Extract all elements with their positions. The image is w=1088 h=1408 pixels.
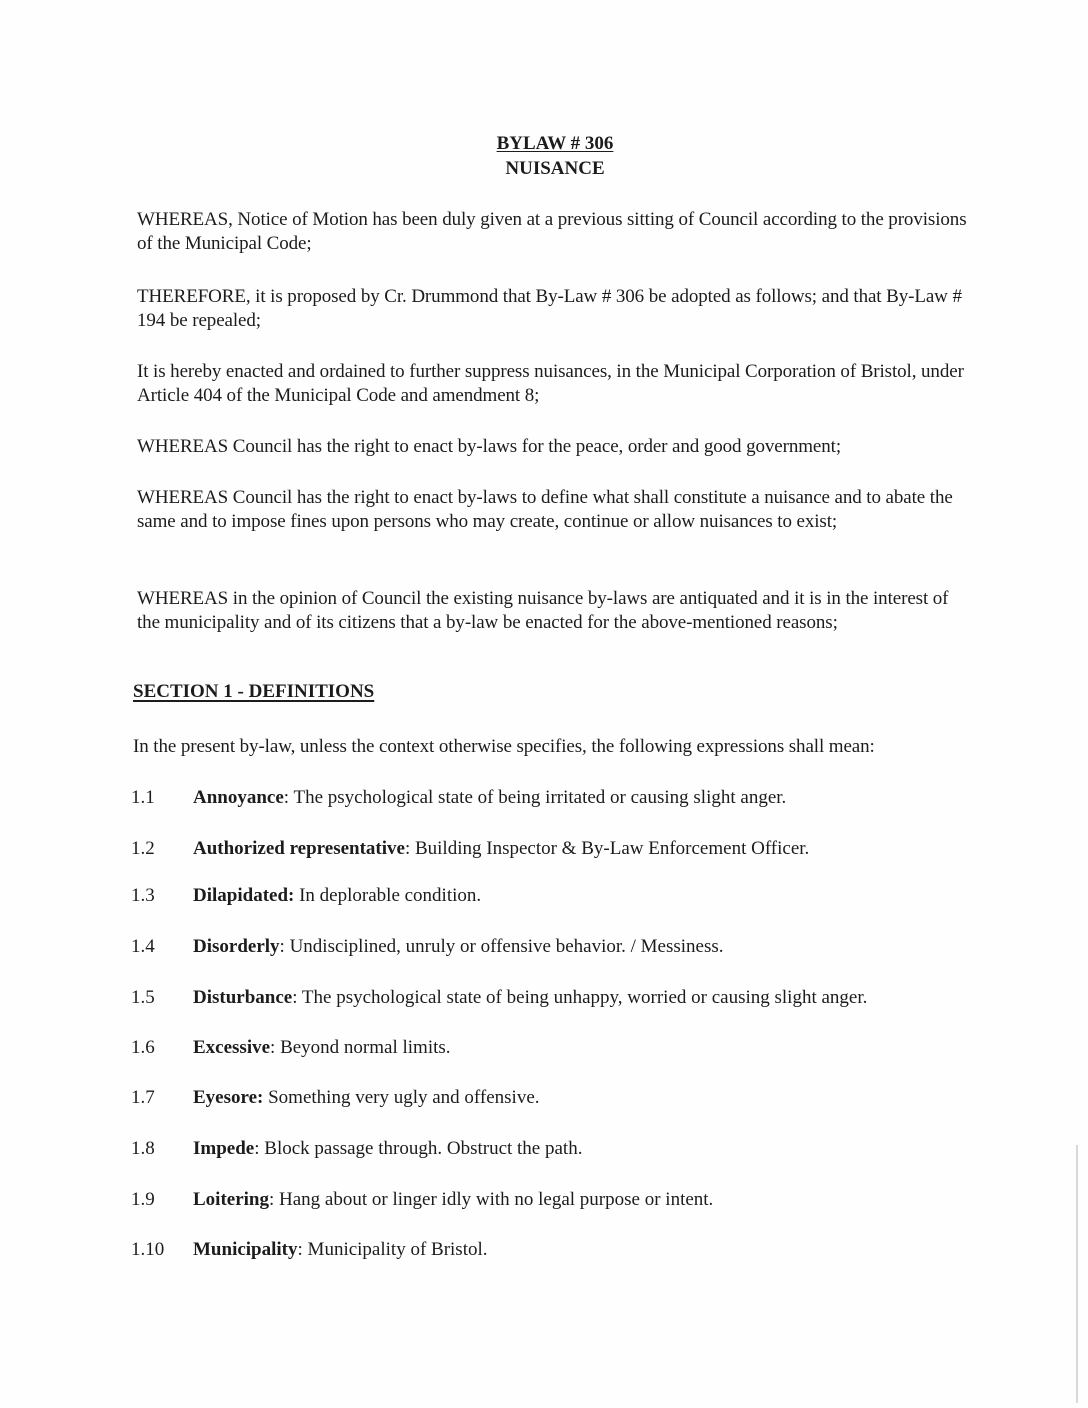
definition-text: Block passage through. Obstruct the path. [259, 1138, 583, 1159]
definition-separator: : [269, 1189, 275, 1210]
definition-text: Something very ugly and offensive. [263, 1087, 540, 1108]
definition-item [131, 1188, 971, 1212]
definition-term: Excessive [193, 1037, 271, 1058]
definition-number: 1.9 [131, 1189, 155, 1210]
definition-item [131, 1036, 971, 1060]
section-1-intro: In the present by-law, unless the context otherwise specifies, the following expressions shall mean: [133, 736, 875, 757]
definition-term: Loitering [193, 1189, 269, 1210]
definition-separator: : [254, 1138, 260, 1159]
preamble-paragraph-2: THEREFORE, it is proposed by Cr. Drummond that By-Law # 306 be adopted as follows; and that By-Law # 194 be repealed; [137, 286, 962, 331]
bylaw-title: BYLAW # 306 [496, 133, 614, 154]
section-1-heading: SECTION 1 - DEFINITIONS [133, 681, 375, 702]
definition-separator: : [270, 1037, 276, 1058]
definition-term: Authorized representative [193, 838, 405, 859]
definition-item [131, 884, 971, 908]
definition-term: Disorderly [193, 936, 280, 957]
definition-text: In deplorable condition. [294, 885, 482, 906]
definition-term: Impede [193, 1138, 255, 1159]
definition-text: Undisciplined, unruly or offensive behavior. / Messiness. [284, 936, 724, 957]
title-block [0, 131, 1088, 181]
definition-separator: : [404, 838, 411, 859]
definition-text: Hang about or linger idly with no legal purpose or intent. [274, 1189, 714, 1210]
definition-item [131, 786, 971, 810]
definition-separator: : [297, 1239, 303, 1260]
definition-term: Municipality [193, 1239, 298, 1260]
definition-number: 1.6 [131, 1037, 155, 1058]
definition-term: Dilapidated: [193, 885, 295, 906]
definition-number: 1.5 [131, 987, 155, 1008]
scan-edge-artifact [1076, 1145, 1078, 1403]
preamble-paragraph-1: WHEREAS, Notice of Motion has been duly given at a previous sitting of Council according to the provisions of the Municipal Code; [137, 209, 967, 254]
definition-number: 1.7 [131, 1087, 155, 1108]
definition-term: Disturbance [193, 987, 293, 1008]
definition-item [131, 935, 971, 959]
definition-text: Building Inspector & By-Law Enforcement Officer. [410, 838, 810, 859]
definition-separator: : [279, 936, 285, 957]
definition-item [131, 837, 971, 861]
definition-number: 1.1 [131, 787, 155, 808]
definition-text: Beyond normal limits. [275, 1037, 451, 1058]
definition-term: Eyesore: [193, 1087, 264, 1108]
definition-text: Municipality of Bristol. [302, 1239, 488, 1260]
definition-text: The psychological state of being irritated or causing slight anger. [289, 787, 787, 808]
definition-number: 1.2 [131, 838, 155, 859]
bylaw-subtitle: NUISANCE [505, 158, 605, 179]
preamble-paragraph-5: WHEREAS Council has the right to enact by-laws to define what shall constitute a nuisance and to abate the same and to impose fines upon persons who may create, continue or allow nuisances to exist; [137, 487, 953, 532]
definition-separator: : [283, 787, 290, 808]
definition-item [131, 986, 971, 1010]
preamble-paragraph-3: It is hereby enacted and ordained to further suppress nuisances, in the Municipal Corporation of Bristol, under Article 404 of the Municipal Code and amendment 8; [137, 361, 964, 406]
definition-number: 1.4 [131, 936, 155, 957]
definition-number: 1.10 [131, 1239, 165, 1260]
definition-separator: : [292, 987, 298, 1008]
preamble-paragraph-6: WHEREAS in the opinion of Council the existing nuisance by-laws are antiquated and it is in the interest of the municipality and of its citizens that a by-law be enacted for the above-mentioned reasons; [137, 588, 949, 633]
definition-number: 1.3 [131, 885, 155, 906]
definition-term: Annoyance [193, 787, 284, 808]
definition-item [131, 1238, 971, 1262]
definition-item [131, 1086, 971, 1110]
definition-text: The psychological state of being unhappy, worried or causing slight anger. [297, 987, 868, 1008]
definition-number: 1.8 [131, 1138, 155, 1159]
preamble-paragraph-4: WHEREAS Council has the right to enact by-laws for the peace, order and good government; [137, 436, 842, 457]
definition-item [131, 1137, 971, 1161]
